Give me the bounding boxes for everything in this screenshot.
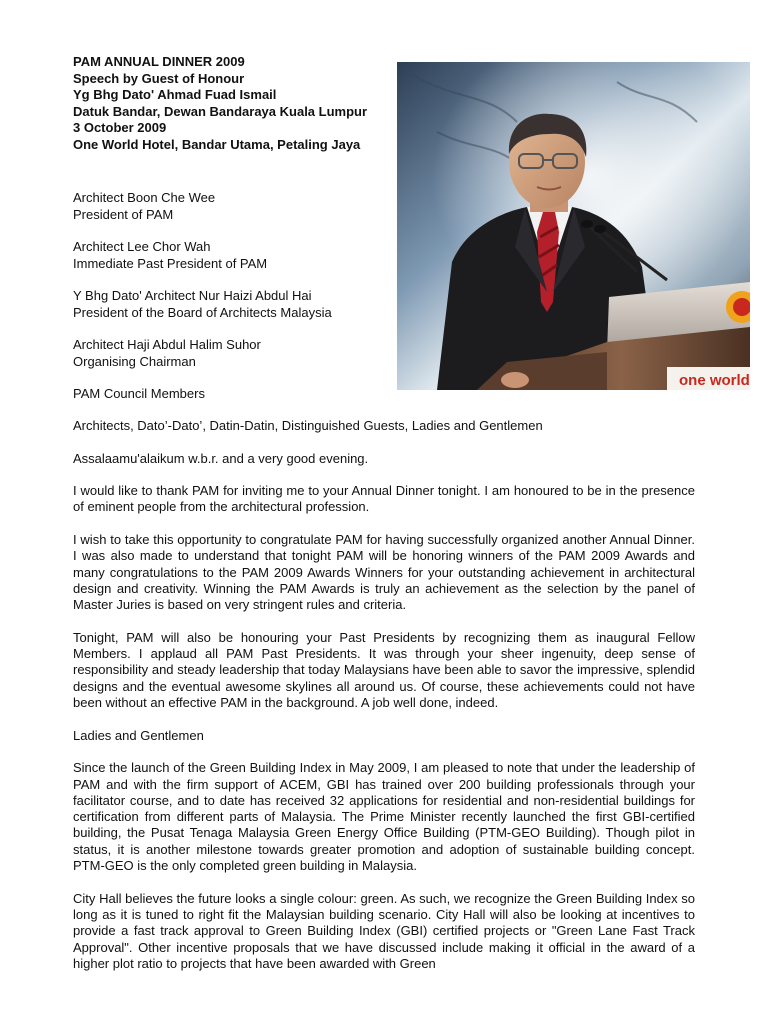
addressee-block (73, 386, 393, 403)
addressee-name: Architect Haji Abdul Halim Suhor (73, 337, 261, 352)
addressee-title: President of the Board of Architects Malaysia (73, 304, 332, 320)
addressee-name: Y Bhg Dato' Architect Nur Haizi Abdul Hai (73, 288, 312, 303)
speech-body (73, 418, 695, 988)
speech-paragraph: Since the launch of the Green Building Index in May 2009, I am pleased to note that under the leadership of PAM and with the firm support of ACEM, GBI has trained over 200 building professionals through your facilitator course, and to date has received 32 applications for residential and non-residential buildings for certification from different parts of Malaysia. The Prime Minister recently launched the first GBI-certified building, the Pusat Tenaga Malaysia Green Energy Office Building (PTM-GEO Building). Though pilot in status, it is another milestone towards greater promotion and adoption of sustainable building concept. PTM-GEO is the only completed green building in Malaysia. (73, 760, 695, 874)
header-date: 3 October 2009 (73, 120, 167, 135)
speech-paragraph: I wish to take this opportunity to congratulate PAM for having successfully organized another Annual Dinner. I was also made to understand that tonight PAM will be honoring winners of the PAM 2009 Awards and many congratulations to the PAM 2009 Awards Winners for your outstanding achievement in architectural design and creativity. Winning the PAM Awards is truly an achievement as the selection by the panel of Master Juries is based on very stringent rules and criteria. (73, 532, 695, 613)
addressee-name: Architect Boon Che Wee (73, 190, 216, 205)
speech-paragraph: City Hall believes the future looks a single colour: green. As such, we recognize the Green Building Index so long as it is tuned to right fit the Malaysian building scenario. City Hall will also be looking at incentives to provide a fast track approval to Green Building Index (GBI) certified projects or "Green Lane Fast Track Approval". Other incentive proposals that we have discussed include making it official in the award of a higher plot ratio to projects that have been awarded with Green (73, 890, 695, 971)
addressee-list (73, 190, 393, 419)
speaker-photo (397, 62, 750, 390)
addressee-name: PAM Council Members (73, 386, 205, 401)
speech-header (73, 54, 403, 153)
speech-paragraph: Architects, Dato’-Dato’, Datin-Datin, Distinguished Guests, Ladies and Gentlemen (73, 418, 543, 433)
addressee-title: President of PAM (73, 206, 174, 222)
addressee-name: Architect Lee Chor Wah (73, 239, 211, 254)
speech-paragraph: Ladies and Gentlemen (73, 727, 204, 743)
speech-paragraph: Tonight, PAM will also be honouring your Past Presidents by recognizing them as inaugural Fellow Members. I applaud all PAM Past Presidents. It was through your sheer ingenuity, deep sense of responsibility and steady leadership that today Malaysians have been able to savor the impressive, splendid designs and the eventual awesome skylines all around us. Of course, these achievements could not have been without an effective PAM in the background. A job well done, indeed. (73, 629, 695, 711)
speech-paragraph: Assalaamu'alaikum w.b.r. and a very good evening. (73, 450, 369, 466)
header-speech-type: Speech by Guest of Honour (73, 70, 245, 86)
speech-paragraph: I would like to thank PAM for inviting me to your Annual Dinner tonight. I am honoured to be in the presence of eminent people from the architectural profession. (73, 483, 695, 515)
addressee-block (73, 190, 393, 223)
podium-logo-text: one world (679, 372, 750, 389)
header-event-title: PAM ANNUAL DINNER 2009 (73, 54, 245, 69)
addressee-block (73, 239, 393, 272)
addressee-title: Organising Chairman (73, 353, 196, 369)
header-venue: One World Hotel, Bandar Utama, Petaling Jaya (73, 136, 361, 152)
header-speaker-name: Yg Bhg Dato' Ahmad Fuad Ismail (73, 87, 277, 102)
addressee-title: Immediate Past President of PAM (73, 255, 268, 271)
header-speaker-position: Datuk Bandar, Dewan Bandaraya Kuala Lumpur (73, 103, 368, 119)
addressee-block (73, 288, 393, 321)
addressee-block (73, 337, 393, 370)
